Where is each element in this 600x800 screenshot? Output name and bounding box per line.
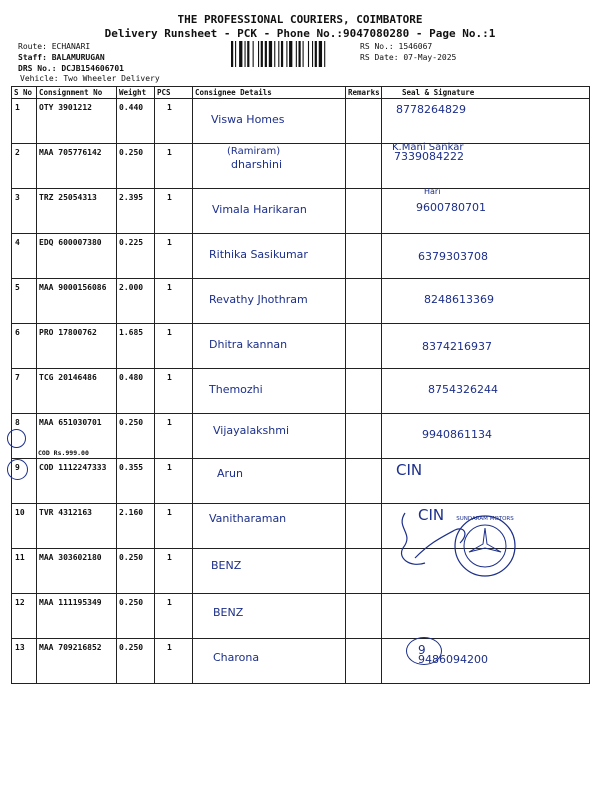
row-sno: 6 — [12, 324, 37, 369]
row-remarks — [346, 639, 382, 684]
table-row — [12, 144, 590, 189]
row-consignment: COD 1112247333 — [37, 459, 117, 504]
col-remarks: Remarks — [346, 87, 382, 99]
row-consignment: MAA 705776142 — [37, 144, 117, 189]
row-consignee-cell — [193, 234, 346, 279]
signature-number: 8374216937 — [422, 340, 492, 353]
signature-number: CIN — [418, 506, 445, 524]
row-remarks — [346, 549, 382, 594]
consignee-name: dharshini — [231, 158, 283, 171]
consignee-name: Rithika Sasikumar — [209, 248, 308, 261]
row-sno: 1 — [12, 99, 37, 144]
signature-name: Hari — [424, 187, 441, 196]
row-weight: 0.480 — [117, 369, 155, 414]
row-consignment: PRO 17800762 — [37, 324, 117, 369]
row-consignment: OTY 3901212 — [37, 99, 117, 144]
runsheet-subtitle: Delivery Runsheet - PCK - Phone No.:9047080280 - Page No.:1 — [104, 27, 496, 40]
consignee-name: Vimala Harikaran — [212, 203, 307, 216]
row-pcs: 1 — [155, 459, 193, 504]
row-pcs: 1 — [155, 324, 193, 369]
row-remarks — [346, 99, 382, 144]
row-consignee-cell — [193, 594, 346, 639]
runsheet-table — [11, 86, 590, 684]
col-consignee: Consignee Details — [193, 87, 346, 99]
barcode — [231, 41, 353, 67]
row-consignee-cell — [193, 639, 346, 684]
table-row — [12, 369, 590, 414]
row-consignment: MAA 303602180 — [37, 549, 117, 594]
row-weight: 1.685 — [117, 324, 155, 369]
company-title: THE PROFESSIONAL COURIERS, COIMBATORE — [177, 13, 423, 26]
row-signature-cell — [382, 459, 590, 504]
row-signature-cell — [382, 189, 590, 234]
table-row — [12, 189, 590, 234]
row-pcs: 1 — [155, 594, 193, 639]
row-consignment: MAA 9000156086 — [37, 279, 117, 324]
consignee-name: Vijayalakshmi — [213, 424, 290, 437]
consignee-name: BENZ — [213, 606, 244, 619]
row-signature-cell — [382, 99, 590, 144]
vehicle-label: Vehicle: Two Wheeler Delivery — [20, 74, 160, 83]
stamp-text: SUNDARAM MOTORS — [456, 516, 514, 522]
row-sno: 5 — [12, 279, 37, 324]
row-consignee-cell — [193, 459, 346, 504]
signature-number: 9600780701 — [416, 201, 486, 214]
consignee-name: Vanitharaman — [209, 512, 287, 525]
row-consignment: TVR 4312163 — [37, 504, 117, 549]
table-row — [12, 459, 590, 504]
row-consignment: TRZ 25054313 — [37, 189, 117, 234]
row-consignment: MAA 111195349 — [37, 594, 117, 639]
row-pcs: 1 — [155, 144, 193, 189]
row-weight: 2.395 — [117, 189, 155, 234]
row-remarks — [346, 189, 382, 234]
row-remarks — [346, 459, 382, 504]
consignee-name: Revathy Jhothram — [209, 293, 308, 306]
row-pcs: 1 — [155, 99, 193, 144]
table-row — [12, 324, 590, 369]
row-signature-cell — [382, 324, 590, 369]
row-consignee-cell — [193, 144, 346, 189]
row-remarks — [346, 144, 382, 189]
signature-number: 9940861134 — [422, 428, 492, 441]
signature-number: 7339084222 — [394, 150, 464, 163]
row-sno: 8 — [12, 414, 37, 459]
row-signature-cell — [382, 414, 590, 459]
row-consignee-cell — [193, 504, 346, 549]
row-remarks — [346, 369, 382, 414]
row-weight: 0.355 — [117, 459, 155, 504]
rs-number: RS No.: 1546067 — [360, 42, 433, 51]
signature-number: CIN — [396, 461, 423, 479]
row-pcs: 1 — [155, 279, 193, 324]
total-count: 9 — [418, 643, 426, 657]
col-signature: Seal & Signature — [382, 87, 590, 99]
row-pcs: 1 — [155, 189, 193, 234]
row-consignee-cell — [193, 279, 346, 324]
row-remarks — [346, 414, 382, 459]
signature-number: 8248613369 — [424, 293, 494, 306]
signature-number: 8754326244 — [428, 383, 498, 396]
cod-amount: COD Rs.999.00 — [38, 449, 89, 457]
rs-date: RS Date: 07-May-2025 — [360, 53, 457, 62]
row-sno: 9 — [12, 459, 37, 504]
row-weight: 0.250 — [117, 144, 155, 189]
staff-label: Staff: BALAMURUGAN — [18, 53, 105, 62]
consignee-name: Viswa Homes — [211, 113, 285, 126]
row-pcs: 1 — [155, 639, 193, 684]
consignee-name: Charona — [213, 651, 260, 664]
col-sno: S No — [12, 87, 37, 99]
drs-number: DRS No.: DCJB154606701 — [18, 64, 124, 73]
row-sno: 7 — [12, 369, 37, 414]
row-signature-cell — [382, 369, 590, 414]
row-sno: 4 — [12, 234, 37, 279]
ink-circle-10 — [7, 459, 28, 480]
row-weight: 0.250 — [117, 594, 155, 639]
table-row — [12, 594, 590, 639]
row-sno: 2 — [12, 144, 37, 189]
table-row — [12, 234, 590, 279]
row-consignee-cell — [193, 414, 346, 459]
row-sno: 13 — [12, 639, 37, 684]
row-consignment: TCG 20146486 — [37, 369, 117, 414]
row-sno: 11 — [12, 549, 37, 594]
company-stamp — [395, 508, 525, 583]
row-sno: 3 — [12, 189, 37, 234]
table-row — [12, 279, 590, 324]
row-remarks — [346, 504, 382, 549]
row-pcs: 1 — [155, 369, 193, 414]
consignee-name: Dhitra kannan — [209, 338, 288, 351]
col-weight: Weight — [117, 87, 155, 99]
consignee-name: BENZ — [211, 559, 242, 572]
table-row — [12, 639, 590, 684]
signature-number: 6379303708 — [418, 250, 488, 263]
row-remarks — [346, 594, 382, 639]
row-remarks — [346, 234, 382, 279]
row-signature-cell — [382, 234, 590, 279]
row-pcs: 1 — [155, 549, 193, 594]
row-consignment: MAA 709216852 — [37, 639, 117, 684]
consignee-name: Arun — [217, 467, 243, 480]
ink-circle-9 — [7, 429, 26, 448]
row-remarks — [346, 324, 382, 369]
row-consignee-cell — [193, 324, 346, 369]
consignee-note: (Ramiram) — [227, 146, 281, 157]
row-weight: 2.160 — [117, 504, 155, 549]
row-weight: 0.250 — [117, 414, 155, 459]
row-consignment: EDQ 600007380 — [37, 234, 117, 279]
col-pcs: PCS — [155, 87, 193, 99]
signature-number: 8778264829 — [396, 103, 466, 116]
signature-number: 9486094200 — [418, 653, 488, 666]
row-sno: 12 — [12, 594, 37, 639]
row-weight: 0.250 — [117, 549, 155, 594]
row-consignee-cell — [193, 189, 346, 234]
row-signature-cell — [382, 279, 590, 324]
row-consignee-cell — [193, 369, 346, 414]
route-label: Route: ECHANARI — [18, 42, 91, 51]
row-signature-cell — [382, 594, 590, 639]
row-consignee-cell — [193, 99, 346, 144]
table-row — [12, 99, 590, 144]
row-pcs: 1 — [155, 414, 193, 459]
row-remarks — [346, 279, 382, 324]
row-signature-cell — [382, 144, 590, 189]
row-consignee-cell — [193, 549, 346, 594]
row-weight: 0.225 — [117, 234, 155, 279]
col-consignment: Consignment No — [37, 87, 117, 99]
consignee-name: Themozhi — [209, 383, 263, 396]
row-consignment: MAA 651030701 — [37, 414, 117, 459]
signature-name: K.Mani Sankar — [392, 142, 464, 153]
table-row — [12, 414, 590, 459]
row-pcs: 1 — [155, 504, 193, 549]
row-weight: 0.250 — [117, 639, 155, 684]
row-weight: 2.000 — [117, 279, 155, 324]
row-sno: 10 — [12, 504, 37, 549]
row-pcs: 1 — [155, 234, 193, 279]
table-header-row — [12, 87, 590, 99]
row-weight: 0.440 — [117, 99, 155, 144]
